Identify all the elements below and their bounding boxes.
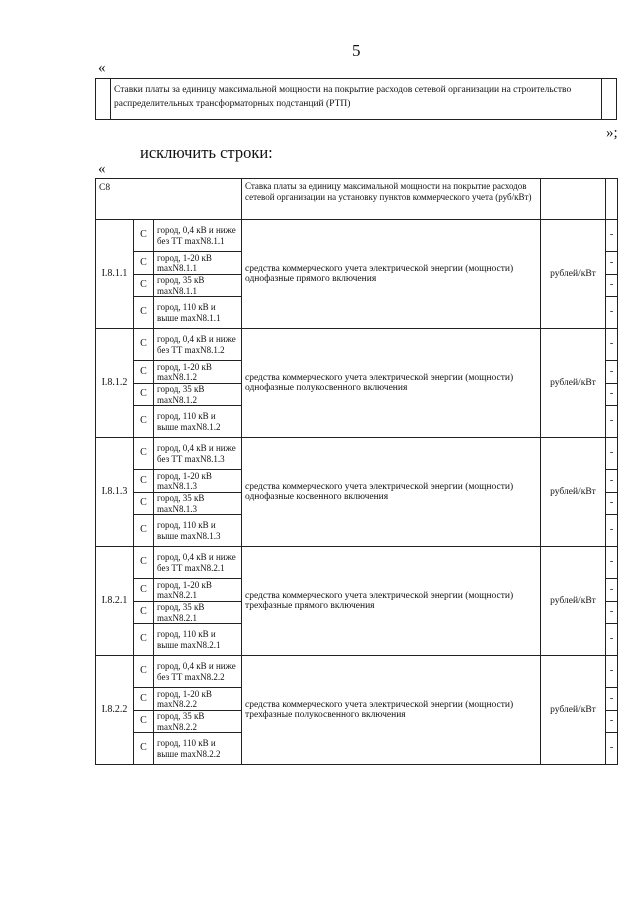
row-rate-cell: город, 0,4 кВ и ниже без ТТ maxN8.1.3 bbox=[154, 438, 242, 470]
row-dash-cell: - bbox=[606, 220, 618, 252]
row-dash-cell: - bbox=[606, 656, 618, 688]
row-code-cell: I.8.1.2 bbox=[96, 329, 134, 438]
row-unit-cell: рублей/кВт bbox=[541, 547, 606, 656]
closing-quote: »; bbox=[606, 125, 618, 141]
row-dash-cell: - bbox=[606, 579, 618, 602]
row-c-cell: С bbox=[134, 406, 154, 438]
row-dash-cell: - bbox=[606, 493, 618, 515]
row-c-cell: С bbox=[134, 297, 154, 329]
row-rate-cell: город, 110 кВ и выше maxN8.1.1 bbox=[154, 297, 242, 329]
heading-box-text: Ставки платы за единицу максимальной мощности на покрытие расходов сетевой организации на строительство распределительных трансформаторных подстанций (РТП) bbox=[114, 85, 572, 109]
row-rate-cell: город, 0,4 кВ и ниже без ТТ maxN8.1.1 bbox=[154, 220, 242, 252]
row-c-cell: С bbox=[134, 361, 154, 384]
row-c-cell: С bbox=[134, 438, 154, 470]
row-rate-cell: город, 110 кВ и выше maxN8.2.1 bbox=[154, 624, 242, 656]
row-rate-cell: город, 1-20 кВ maxN8.2.1 bbox=[154, 579, 242, 602]
row-rate-cell: город, 35 кВ maxN8.2.2 bbox=[154, 711, 242, 733]
row-description-cell: средства коммерческого учета электрической энергии (мощности) трехфазные полукосвенного включения bbox=[242, 656, 541, 765]
row-dash-cell: - bbox=[606, 624, 618, 656]
row-dash-cell: - bbox=[606, 275, 618, 297]
row-description-cell: средства коммерческого учета электрической энергии (мощности) однофазные полукосвенного включения bbox=[242, 329, 541, 438]
row-dash-cell: - bbox=[606, 688, 618, 711]
header-unit-cell bbox=[541, 179, 606, 220]
header-description-cell: Ставка платы за единицу максимальной мощности на покрытие расходов сетевой организации на установку пунктов коммерческого учета (руб/кВт) bbox=[242, 179, 541, 220]
table-row bbox=[96, 220, 618, 252]
table-row bbox=[96, 547, 618, 579]
row-dash-cell: - bbox=[606, 361, 618, 384]
table-row bbox=[96, 438, 618, 470]
row-rate-cell: город, 35 кВ maxN8.1.3 bbox=[154, 493, 242, 515]
row-c-cell: С bbox=[134, 624, 154, 656]
row-unit-cell: рублей/кВт bbox=[541, 438, 606, 547]
row-c-cell: С bbox=[134, 493, 154, 515]
row-dash-cell: - bbox=[606, 733, 618, 765]
instruction-text: исключить строки: bbox=[140, 143, 273, 162]
row-dash-cell: - bbox=[606, 297, 618, 329]
row-rate-cell: город, 35 кВ maxN8.1.1 bbox=[154, 275, 242, 297]
row-dash-cell: - bbox=[606, 438, 618, 470]
row-rate-cell: город, 110 кВ и выше maxN8.2.2 bbox=[154, 733, 242, 765]
row-rate-cell: город, 0,4 кВ и ниже без ТТ maxN8.2.1 bbox=[154, 547, 242, 579]
row-rate-cell: город, 110 кВ и выше maxN8.1.2 bbox=[154, 406, 242, 438]
row-c-cell: С bbox=[134, 602, 154, 624]
heading-box-right-cell bbox=[601, 79, 616, 119]
row-code-cell: I.8.1.1 bbox=[96, 220, 134, 329]
row-unit-cell: рублей/кВт bbox=[541, 220, 606, 329]
row-c-cell: С bbox=[134, 688, 154, 711]
row-dash-cell: - bbox=[606, 252, 618, 275]
row-c-cell: С bbox=[134, 252, 154, 275]
row-dash-cell: - bbox=[606, 547, 618, 579]
row-dash-cell: - bbox=[606, 384, 618, 406]
row-code-cell: I.8.1.3 bbox=[96, 438, 134, 547]
page-number: 5 bbox=[352, 41, 361, 60]
row-rate-cell: город, 1-20 кВ maxN8.2.2 bbox=[154, 688, 242, 711]
row-rate-cell: город, 0,4 кВ и ниже без ТТ maxN8.2.2 bbox=[154, 656, 242, 688]
row-rate-cell: город, 35 кВ maxN8.1.2 bbox=[154, 384, 242, 406]
header-dash-cell bbox=[606, 179, 618, 220]
excluded-rows-table bbox=[95, 178, 618, 765]
row-c-cell: С bbox=[134, 329, 154, 361]
opening-quote: « bbox=[98, 60, 106, 76]
heading-box-left-cell bbox=[96, 79, 111, 119]
row-c-cell: С bbox=[134, 275, 154, 297]
row-description-cell: средства коммерческого учета электрической энергии (мощности) однофазные косвенного включения bbox=[242, 438, 541, 547]
row-rate-cell: город, 1-20 кВ maxN8.1.2 bbox=[154, 361, 242, 384]
table-opening-quote: « bbox=[98, 161, 106, 177]
row-c-cell: С bbox=[134, 384, 154, 406]
table-row bbox=[96, 656, 618, 688]
row-c-cell: С bbox=[134, 656, 154, 688]
heading-box bbox=[95, 78, 617, 120]
row-c-cell: С bbox=[134, 470, 154, 493]
row-c-cell: С bbox=[134, 733, 154, 765]
row-dash-cell: - bbox=[606, 711, 618, 733]
row-code-cell: I.8.2.2 bbox=[96, 656, 134, 765]
row-c-cell: С bbox=[134, 220, 154, 252]
row-code-cell: I.8.2.1 bbox=[96, 547, 134, 656]
row-c-cell: С bbox=[134, 547, 154, 579]
row-c-cell: С bbox=[134, 579, 154, 602]
row-unit-cell: рублей/кВт bbox=[541, 329, 606, 438]
row-rate-cell: город, 0,4 кВ и ниже без ТТ maxN8.1.2 bbox=[154, 329, 242, 361]
row-dash-cell: - bbox=[606, 515, 618, 547]
row-c-cell: С bbox=[134, 711, 154, 733]
row-rate-cell: город, 110 кВ и выше maxN8.1.3 bbox=[154, 515, 242, 547]
table-header-row bbox=[96, 179, 618, 220]
row-description-cell: средства коммерческого учета электрической энергии (мощности) однофазные прямого включения bbox=[242, 220, 541, 329]
row-unit-cell: рублей/кВт bbox=[541, 656, 606, 765]
row-dash-cell: - bbox=[606, 602, 618, 624]
table-row bbox=[96, 329, 618, 361]
row-dash-cell: - bbox=[606, 406, 618, 438]
row-description-cell: средства коммерческого учета электрической энергии (мощности) трехфазные прямого включения bbox=[242, 547, 541, 656]
header-code-cell: С8 bbox=[96, 179, 242, 220]
row-dash-cell: - bbox=[606, 329, 618, 361]
row-dash-cell: - bbox=[606, 470, 618, 493]
row-rate-cell: город, 35 кВ maxN8.2.1 bbox=[154, 602, 242, 624]
row-rate-cell: город, 1-20 кВ maxN8.1.1 bbox=[154, 252, 242, 275]
row-c-cell: С bbox=[134, 515, 154, 547]
row-rate-cell: город, 1-20 кВ maxN8.1.3 bbox=[154, 470, 242, 493]
